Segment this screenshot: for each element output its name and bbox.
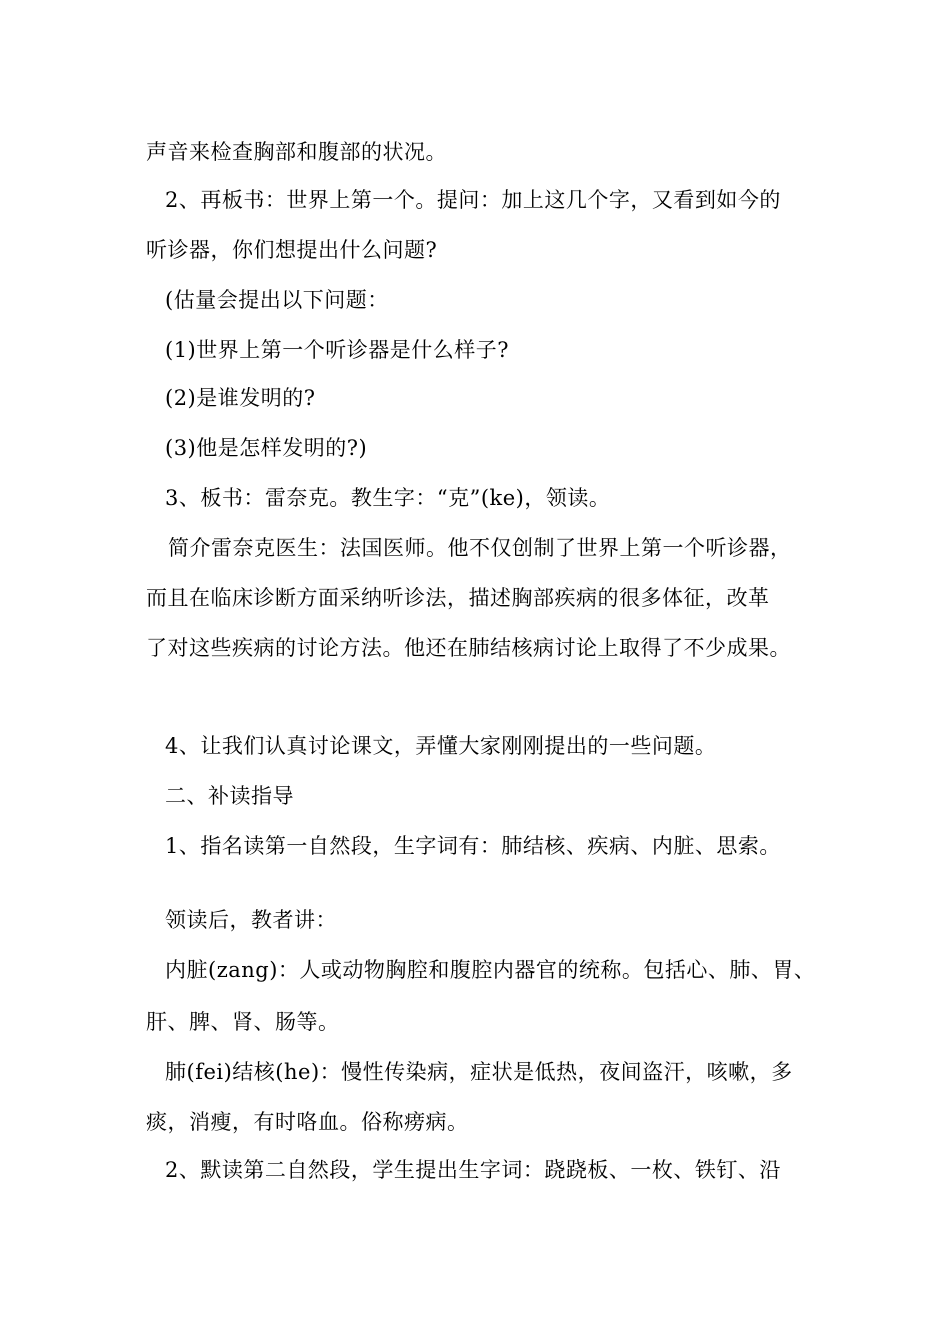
text-line: 2、默读第二自然段，学生提出生字词：跷跷板、一枚、铁钉、沿 xyxy=(165,1158,781,1182)
text-line: 痰，消瘦，有时咯血。俗称痨病。 xyxy=(146,1110,469,1134)
text-line: 肝、脾、肾、肠等。 xyxy=(146,1010,340,1034)
text-line: 声音来检查胸部和腹部的状况。 xyxy=(146,140,447,164)
text-line: (1)世界上第一个听诊器是什么样子? xyxy=(165,338,510,362)
section-heading: 二、补读指导 xyxy=(165,784,294,808)
text-line: 肺(fei)结核(he)：慢性传染病，症状是低热，夜间盗汗，咳嗽，多 xyxy=(165,1060,793,1084)
text-line: 1、指名读第一自然段，生字词有：肺结核、疾病、内脏、思索。 xyxy=(165,834,781,858)
text-line: 听诊器，你们想提出什么问题? xyxy=(146,238,438,262)
text-line: 内脏(zang)：人或动物胸腔和腹腔内器官的统称。包括心、肺、胃、 xyxy=(165,958,816,982)
text-line: (3)他是怎样发明的?) xyxy=(165,436,368,460)
text-line: 领读后，教者讲： xyxy=(165,908,337,932)
text-line: 3、板书：雷奈克。教生字：“克”(ke)，领读。 xyxy=(165,486,611,510)
text-line: 而且在临床诊断方面采纳听诊法，描述胸部疾病的很多体征，改革 xyxy=(146,586,770,610)
text-line: 4、让我们认真讨论课文，弄懂大家刚刚提出的一些问题。 xyxy=(165,734,717,758)
text-line: 2、再板书：世界上第一个。提问：加上这几个字，又看到如今的 xyxy=(165,188,781,212)
text-line: (估量会提出以下问题： xyxy=(165,288,389,312)
text-line: (2)是谁发明的? xyxy=(165,386,316,410)
text-line: 简介雷奈克医生：法国医师。他不仅创制了世界上第一个听诊器， xyxy=(168,536,792,560)
text-line: 了对这些疾病的讨论方法。他还在肺结核病讨论上取得了不少成果。 xyxy=(146,636,791,660)
